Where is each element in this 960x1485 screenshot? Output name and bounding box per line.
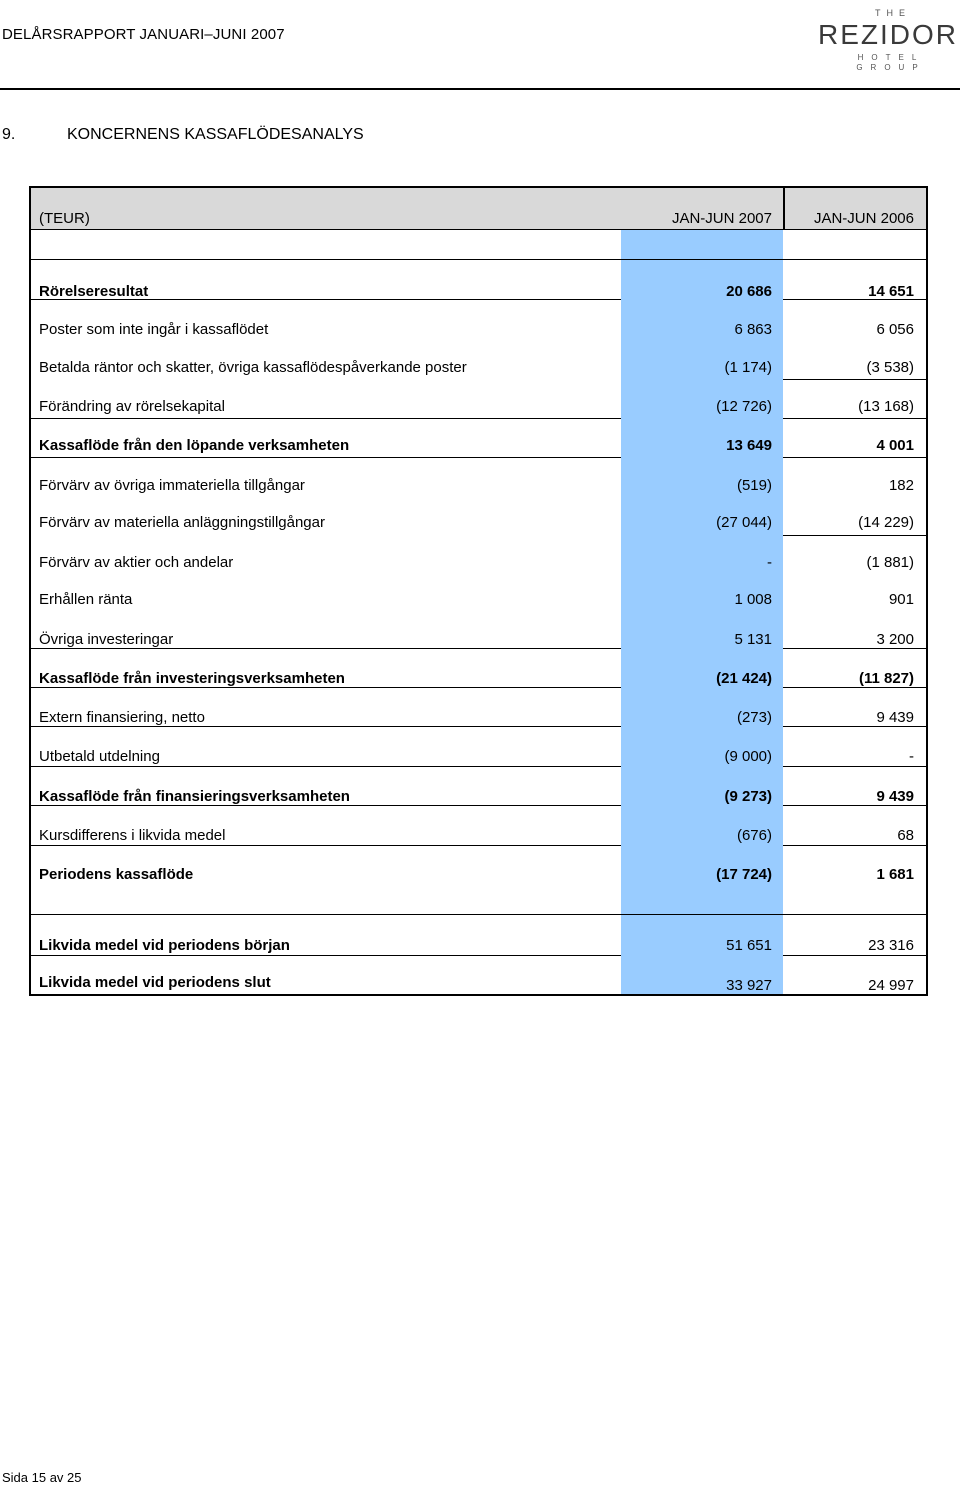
row-label: Förändring av rörelsekapital bbox=[39, 398, 225, 415]
row-label: Kassaflöde från den löpande verksamheten bbox=[39, 437, 350, 454]
row-value-2007: 6 863 bbox=[734, 321, 772, 338]
row-value-2007: (1 174) bbox=[724, 359, 772, 376]
row-value-2007: (12 726) bbox=[716, 398, 772, 415]
row-value-2006: - bbox=[909, 748, 914, 765]
row-label: Övriga investeringar bbox=[39, 631, 174, 648]
logo-name: REZIDOR bbox=[818, 19, 958, 50]
row-value-2006: (13 168) bbox=[858, 398, 914, 415]
row-label: Betalda räntor och skatter, övriga kassaflödespåverkande poster bbox=[39, 359, 467, 376]
row-label: Likvida medel vid periodens början bbox=[39, 937, 290, 954]
section-number: 9. bbox=[2, 126, 16, 143]
row-value-2007: 51 651 bbox=[726, 937, 772, 954]
row-value-2007: (676) bbox=[736, 827, 772, 844]
row-value-2007: (21 424) bbox=[716, 670, 772, 687]
row-label: Kassaflöde från investeringsverksamheten bbox=[39, 670, 345, 687]
logo-subtitle: HOTEL GROUP bbox=[856, 53, 926, 72]
header-divider bbox=[0, 88, 960, 90]
row-label: Utbetald utdelning bbox=[39, 748, 160, 765]
row-label: Likvida medel vid periodens slut bbox=[39, 974, 271, 991]
row-label: Kassaflöde från finansieringsverksamheten bbox=[39, 788, 350, 805]
row-value-2006: 23 316 bbox=[868, 937, 914, 954]
page-number: Sida 15 av 25 bbox=[2, 1470, 82, 1485]
row-value-2007: 5 131 bbox=[734, 631, 772, 648]
row-label: Kursdifferens i likvida medel bbox=[39, 827, 226, 844]
row-value-2006: 24 997 bbox=[868, 977, 914, 994]
row-value-2006: 9 439 bbox=[876, 788, 914, 805]
row-value-2006: 9 439 bbox=[876, 709, 914, 726]
row-value-2006: 68 bbox=[897, 827, 914, 844]
row-value-2006: 901 bbox=[888, 591, 914, 608]
row-value-2007: (273) bbox=[736, 709, 772, 726]
row-value-2007: - bbox=[767, 554, 772, 571]
row-value-2006: (3 538) bbox=[866, 359, 914, 376]
row-value-2007: 33 927 bbox=[726, 977, 772, 994]
row-value-2006: (11 827) bbox=[858, 670, 914, 687]
row-value-2006: (14 229) bbox=[858, 514, 914, 531]
row-label: Poster som inte ingår i kassaflödet bbox=[39, 321, 269, 338]
row-value-2007: (27 044) bbox=[716, 514, 772, 531]
row-value-2006: 182 bbox=[888, 477, 914, 494]
row-label: Erhållen ränta bbox=[39, 591, 133, 608]
row-value-2006: 4 001 bbox=[876, 437, 914, 454]
row-label: Förvärv av aktier och andelar bbox=[39, 554, 234, 571]
logo-the: THE bbox=[875, 8, 911, 18]
row-value-2007: (519) bbox=[736, 477, 772, 494]
row-value-2007: 20 686 bbox=[726, 283, 772, 300]
row-value-2006: 3 200 bbox=[876, 631, 914, 648]
row-value-2006: 1 681 bbox=[876, 866, 914, 883]
rezidor-logo bbox=[818, 6, 958, 72]
row-label: Periodens kassaflöde bbox=[39, 866, 194, 883]
column-header-2006: JAN-JUN 2006 bbox=[813, 210, 914, 227]
row-label: Rörelseresultat bbox=[39, 283, 149, 300]
row-value-2007: (9 000) bbox=[724, 748, 772, 765]
header-title: DELÅRSRAPPORT JANUARI–JUNI 2007 bbox=[2, 26, 285, 43]
row-value-2006: 14 651 bbox=[868, 283, 914, 300]
row-label: Förvärv av materiella anläggningstillgångar bbox=[39, 514, 325, 531]
section-title: KONCERNENS KASSAFLÖDESANALYS bbox=[67, 126, 364, 143]
row-value-2007: 13 649 bbox=[726, 437, 772, 454]
row-value-2007: 1 008 bbox=[734, 591, 772, 608]
row-value-2007: (9 273) bbox=[724, 788, 772, 805]
row-label: Extern finansiering, netto bbox=[39, 709, 205, 726]
row-value-2006: 6 056 bbox=[876, 321, 914, 338]
row-value-2006: (1 881) bbox=[866, 554, 914, 571]
row-value-2007: (17 724) bbox=[716, 866, 772, 883]
column-header-label: (TEUR) bbox=[39, 210, 90, 227]
row-label: Förvärv av övriga immateriella tillgångar bbox=[39, 477, 305, 494]
column-header-2007: JAN-JUN 2007 bbox=[671, 210, 772, 227]
